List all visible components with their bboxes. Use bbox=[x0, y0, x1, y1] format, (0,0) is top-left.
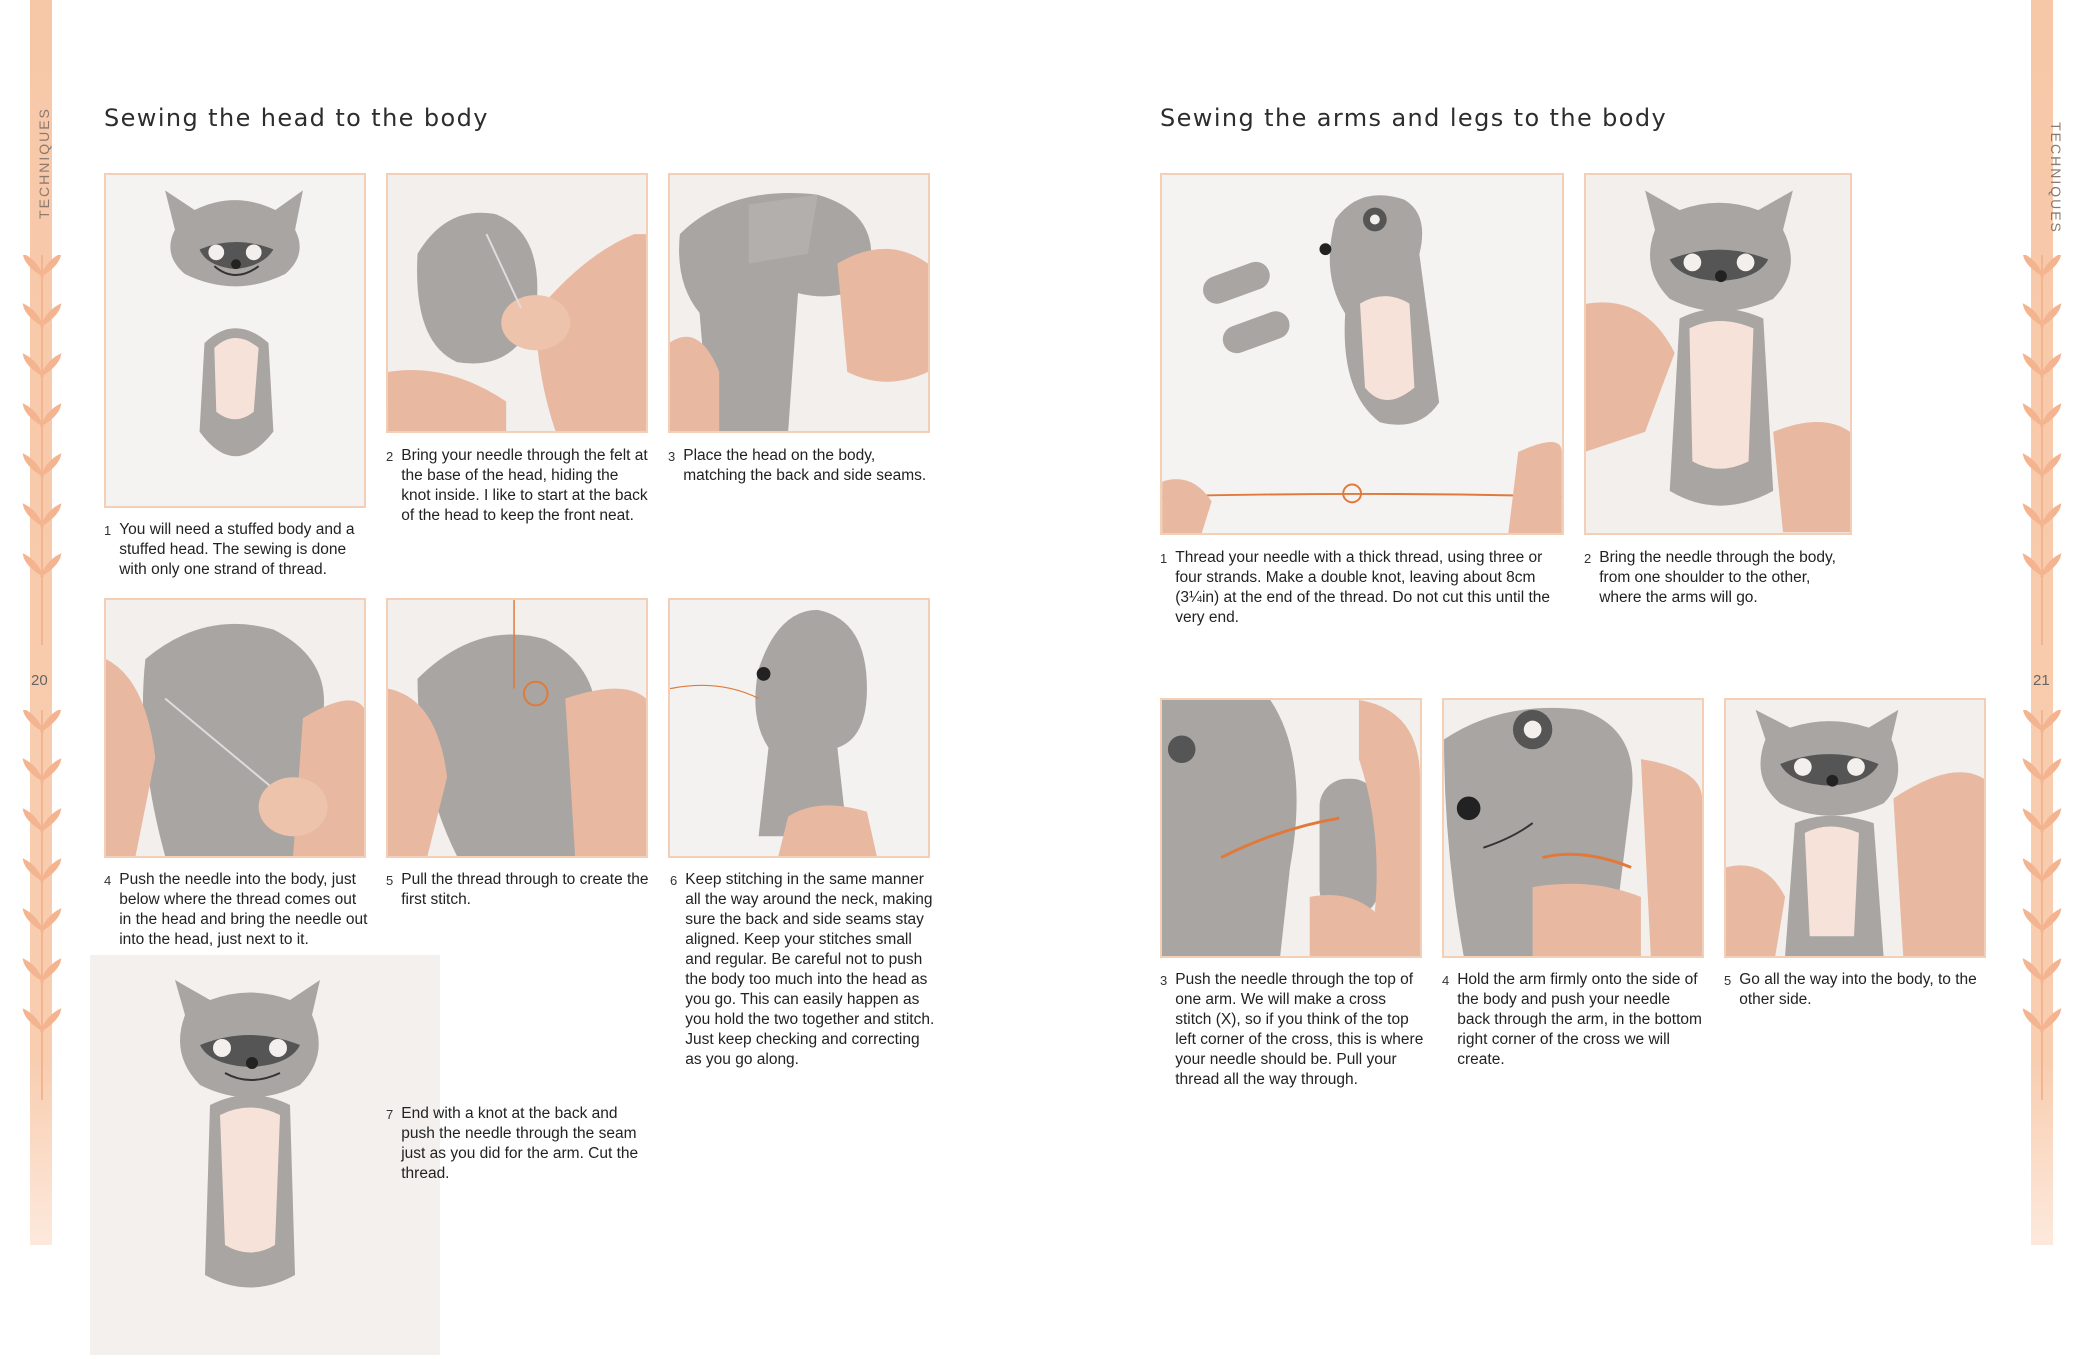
leaf-sprig-icon bbox=[22, 255, 62, 645]
step-number: 1 bbox=[1160, 551, 1168, 566]
step-caption-r1 bbox=[1160, 548, 1570, 628]
step-photo-2-needle-base-of-head bbox=[386, 173, 648, 433]
step-text: Place the head on the body, matching the back and side seams. bbox=[683, 447, 927, 484]
step-text: End with a knot at the back and push the needle through the seam just as you did for the arm. Cut the thread. bbox=[401, 1105, 639, 1182]
page-number-right: 21 bbox=[2033, 672, 2050, 689]
step-number: 5 bbox=[386, 873, 394, 888]
step-photo-r5-into-body bbox=[1724, 698, 1986, 958]
step-text: Go all the way into the body, to the other side. bbox=[1739, 971, 1977, 1008]
page-number-left: 20 bbox=[31, 672, 48, 689]
step-photo-r3-needle-through-arm bbox=[1160, 698, 1422, 958]
step-number: 7 bbox=[386, 1107, 394, 1122]
step-photo-4-needle-into-body bbox=[104, 598, 366, 858]
page-heading-right: Sewing the arms and legs to the body bbox=[1160, 104, 1668, 132]
step-text: Pull the thread through to create the first stitch. bbox=[401, 871, 649, 908]
step-caption-r5 bbox=[1724, 970, 1988, 1010]
step-photo-r2-needle-through-body bbox=[1584, 173, 1852, 535]
step-number: 6 bbox=[670, 873, 678, 888]
step-photo-r4-arm-on-body bbox=[1442, 698, 1704, 958]
step-text: Hold the arm firmly onto the side of the body and push your needle back through the arm, in the bottom right corner of the cross we will create. bbox=[1457, 971, 1702, 1068]
step-photo-1-head-and-body bbox=[104, 173, 366, 508]
step-number: 4 bbox=[104, 873, 112, 888]
step-text: Bring the needle through the body, from one shoulder to the other, where the arms will go. bbox=[1599, 549, 1836, 606]
step-number: 4 bbox=[1442, 973, 1450, 988]
step-text: Thread your needle with a thick thread, using three or four strands. Make a double knot, leaving about 8cm (3¼in) at the end of the thread. Do not cut this until the very end. bbox=[1175, 549, 1551, 626]
step-caption-5 bbox=[386, 870, 650, 910]
side-label-techniques-left: TECHNIQUES bbox=[35, 107, 52, 219]
step-caption-1 bbox=[104, 520, 368, 580]
step-caption-3 bbox=[668, 446, 932, 486]
leaf-sprig-icon bbox=[22, 710, 62, 1100]
step-number: 3 bbox=[1160, 973, 1168, 988]
step-number: 2 bbox=[1584, 551, 1592, 566]
leaf-sprig-icon bbox=[2022, 255, 2062, 645]
step-caption-2 bbox=[386, 446, 650, 526]
step-caption-4 bbox=[104, 870, 368, 950]
step-text: Bring your needle through the felt at the base of the head, hiding the knot inside. I like to start at the back of the head to keep the front neat. bbox=[401, 447, 648, 524]
step-caption-6 bbox=[670, 870, 940, 1070]
step-number: 3 bbox=[668, 449, 676, 464]
step-number: 5 bbox=[1724, 973, 1732, 988]
step-photo-5-pull-thread bbox=[386, 598, 648, 858]
step-text: Push the needle into the body, just below where the thread comes out in the head and bring the needle out into the head, just next to it. bbox=[119, 871, 368, 948]
step-caption-7 bbox=[386, 1104, 650, 1184]
step-text: Push the needle through the top of one arm. We will make a cross stitch (X), so if you think of the top left corner of the cross, this is where your needle should be. Pull your thread all the way through. bbox=[1175, 971, 1424, 1088]
step-photo-3-head-on-body bbox=[668, 173, 930, 433]
step-text: Keep stitching in the same manner all the way around the neck, making sure the back and side seams stay aligned. Keep your stitches small and regular. Be careful not to push the body too much into the head as you go. This can easily happen as you hold the two together and stitch. Just keep checking and correcting as you go along. bbox=[685, 871, 935, 1068]
step-number: 1 bbox=[104, 523, 112, 538]
step-number: 2 bbox=[386, 449, 394, 464]
step-text: You will need a stuffed body and a stuffed head. The sewing is done with only one strand of thread. bbox=[119, 521, 355, 578]
page-heading-left: Sewing the head to the body bbox=[104, 104, 489, 132]
step-photo-r1-threaded-needle bbox=[1160, 173, 1564, 535]
step-photo-6-stitch-around-neck bbox=[668, 598, 930, 858]
step-caption-r3 bbox=[1160, 970, 1424, 1090]
step-caption-r2 bbox=[1584, 548, 1854, 608]
side-label-techniques-right: TECHNIQUES bbox=[2047, 122, 2064, 234]
step-caption-r4 bbox=[1442, 970, 1706, 1070]
leaf-sprig-icon bbox=[2022, 710, 2062, 1100]
